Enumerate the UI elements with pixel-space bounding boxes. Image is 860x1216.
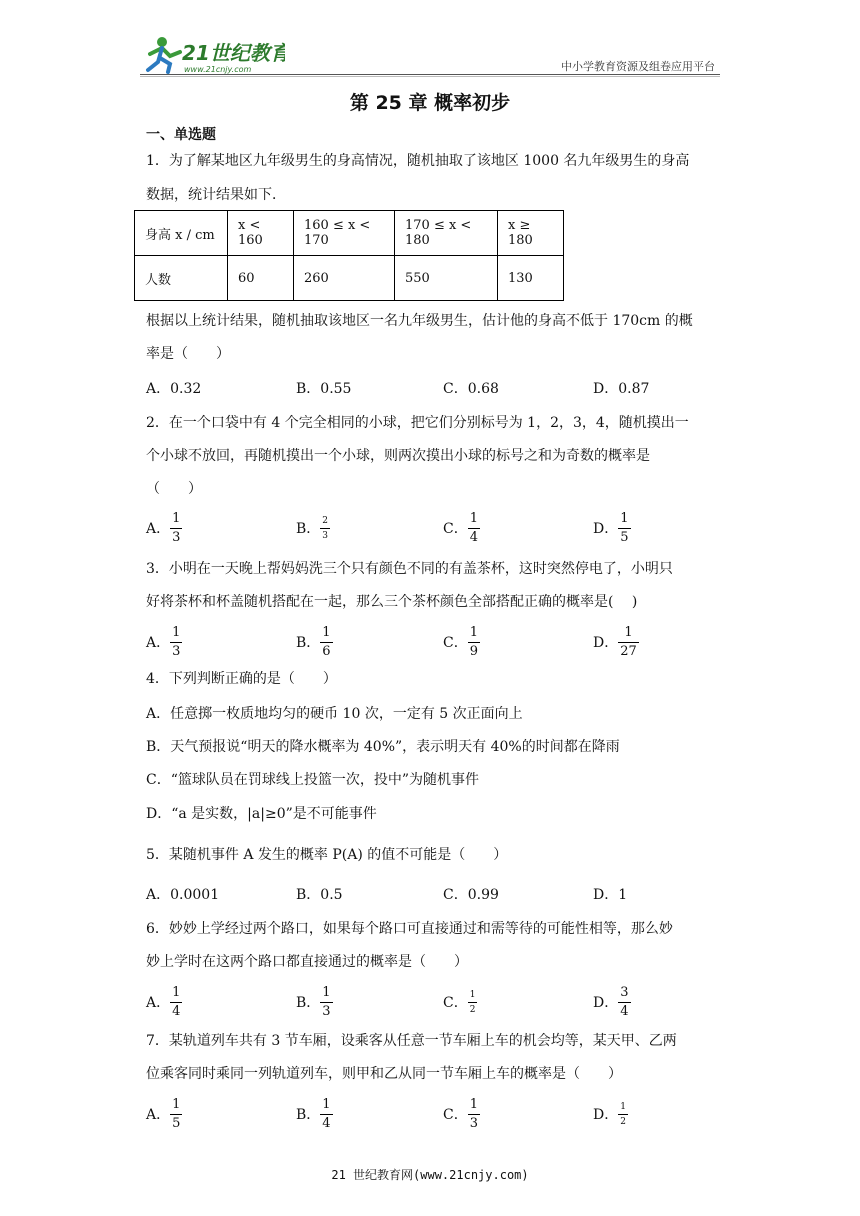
q4-line1: 4．下列判断正确的是（ ） bbox=[146, 671, 337, 687]
option-letter: B． bbox=[296, 1107, 321, 1123]
option-c[interactable] bbox=[443, 508, 480, 548]
header-platform-text: 中小学教育资源及组卷应用平台 bbox=[561, 60, 715, 73]
option-letter: D． bbox=[593, 995, 619, 1011]
table-row bbox=[135, 256, 564, 301]
logo-url: www.21cnjy.com bbox=[184, 65, 252, 74]
fraction-bar bbox=[618, 528, 630, 529]
q6-options bbox=[146, 982, 746, 1022]
option-letter: C． bbox=[443, 995, 468, 1011]
fraction-bar bbox=[468, 1114, 480, 1115]
denominator: 2 bbox=[620, 1116, 626, 1127]
numerator: 1 bbox=[469, 1096, 478, 1112]
q5-line1: 5．某随机事件 A 发生的概率 P(A) 的值不可能是（ ） bbox=[146, 847, 508, 863]
table-cell: 170 ≤ x < 180 bbox=[395, 211, 498, 256]
option-c[interactable]: C．0.99 bbox=[443, 887, 499, 903]
option-letter: A． bbox=[146, 1107, 171, 1123]
fraction-bar bbox=[468, 1002, 478, 1003]
fraction bbox=[170, 626, 182, 659]
denominator: 6 bbox=[322, 643, 331, 659]
option-d[interactable] bbox=[593, 622, 639, 662]
fraction bbox=[618, 626, 639, 659]
numerator: 1 bbox=[620, 1101, 626, 1112]
fraction bbox=[320, 986, 332, 1019]
numerator: 1 bbox=[469, 510, 478, 526]
numerator: 1 bbox=[172, 510, 181, 526]
table-cell: 人数 bbox=[135, 256, 228, 301]
fraction-bar bbox=[468, 528, 480, 529]
q2-line1: 2．在一个口袋中有 4 个完全相同的小球，把它们分别标号为 1，2，3，4，随机摸出一 bbox=[146, 415, 689, 431]
q6-line2: 妙上学时在这两个路口都直接通过的概率是（ ） bbox=[146, 954, 468, 970]
fraction-bar bbox=[170, 1114, 182, 1115]
option-b[interactable] bbox=[296, 508, 330, 548]
fraction-bar bbox=[618, 642, 639, 643]
fraction-bar bbox=[170, 1002, 182, 1003]
page-title: 第 25 章 概率初步 bbox=[349, 92, 511, 114]
option-letter: B． bbox=[296, 635, 321, 651]
q1-line4: 率是（ ） bbox=[146, 346, 230, 362]
q7-line2: 位乘客同时乘同一列轨道列车，则甲和乙从同一节车厢上车的概率是（ ） bbox=[146, 1066, 622, 1082]
table-row bbox=[135, 211, 564, 256]
table-cell: 160 ≤ x < 170 bbox=[294, 211, 395, 256]
q4-option-d[interactable]: D．“a 是实数，|a|≥0”是不可能事件 bbox=[146, 806, 377, 822]
numerator: 3 bbox=[620, 984, 629, 1000]
option-b[interactable] bbox=[296, 982, 333, 1022]
fraction-bar bbox=[320, 1114, 332, 1115]
fraction bbox=[618, 986, 630, 1019]
option-letter: D． bbox=[593, 635, 619, 651]
option-b[interactable]: B．0.5 bbox=[296, 887, 343, 903]
option-a[interactable]: A．0.0001 bbox=[146, 887, 220, 903]
option-c[interactable] bbox=[443, 982, 477, 1022]
denominator: 3 bbox=[469, 1115, 478, 1131]
denominator: 4 bbox=[469, 529, 478, 545]
option-c[interactable]: C．0.68 bbox=[443, 381, 499, 397]
option-letter: A． bbox=[146, 521, 171, 537]
header-divider bbox=[140, 74, 720, 75]
fraction-bar bbox=[170, 642, 182, 643]
fraction bbox=[468, 626, 480, 659]
q7-options bbox=[146, 1094, 746, 1134]
q1-options bbox=[146, 368, 746, 408]
fraction-bar bbox=[618, 1114, 628, 1115]
option-b[interactable]: B．0.55 bbox=[296, 381, 352, 397]
table-cell: 260 bbox=[294, 256, 395, 301]
q4-option-b[interactable]: B．天气预报说“明天的降水概率为 40%”，表示明天有 40%的时间都在降雨 bbox=[146, 739, 620, 755]
numerator: 1 bbox=[172, 1096, 181, 1112]
q4-option-c[interactable]: C．“篮球队员在罚球线上投篮一次，投中”为随机事件 bbox=[146, 772, 480, 788]
denominator: 27 bbox=[620, 643, 637, 659]
table-cell: 身高 x / cm bbox=[135, 211, 228, 256]
fraction-bar bbox=[320, 528, 330, 529]
numerator: 1 bbox=[624, 624, 633, 640]
site-logo bbox=[140, 34, 285, 76]
fraction bbox=[468, 990, 478, 1015]
numerator: 1 bbox=[172, 624, 181, 640]
table-cell: x < 160 bbox=[228, 211, 294, 256]
q6-line1: 6．妙妙上学经过两个路口，如果每个路口可直接通过和需等待的可能性相等，那么妙 bbox=[146, 921, 673, 937]
section-heading: 一、单选题 bbox=[146, 127, 216, 143]
option-a[interactable] bbox=[146, 982, 182, 1022]
fraction bbox=[170, 512, 182, 545]
option-letter: A． bbox=[146, 995, 171, 1011]
option-d[interactable]: D．0.87 bbox=[593, 381, 650, 397]
q1-line3: 根据以上统计结果，随机抽取该地区一名九年级男生，估计他的身高不低于 170cm 的概 bbox=[146, 313, 693, 329]
q3-options bbox=[146, 622, 746, 662]
option-c[interactable] bbox=[443, 622, 480, 662]
fraction-bar bbox=[618, 1002, 630, 1003]
numerator: 1 bbox=[172, 984, 181, 1000]
denominator: 9 bbox=[469, 643, 478, 659]
option-letter: C． bbox=[443, 521, 468, 537]
option-b[interactable] bbox=[296, 622, 333, 662]
fraction-bar bbox=[320, 642, 332, 643]
fraction-bar bbox=[170, 528, 182, 529]
denominator: 4 bbox=[322, 1115, 331, 1131]
numerator: 1 bbox=[322, 1096, 331, 1112]
denominator: 4 bbox=[620, 1003, 629, 1019]
fraction bbox=[320, 516, 330, 541]
denominator: 3 bbox=[322, 1003, 331, 1019]
option-letter: D． bbox=[593, 1107, 619, 1123]
option-letter: C． bbox=[443, 1107, 468, 1123]
numerator: 1 bbox=[322, 624, 331, 640]
option-letter: B． bbox=[296, 995, 321, 1011]
q3-line1: 3．小明在一天晚上帮妈妈洗三个只有颜色不同的有盖茶杯，这时突然停电了，小明只 bbox=[146, 561, 673, 577]
option-b[interactable] bbox=[296, 1094, 333, 1134]
denominator: 3 bbox=[322, 530, 329, 541]
option-a[interactable] bbox=[146, 1094, 182, 1134]
table-cell: 60 bbox=[228, 256, 294, 301]
option-d[interactable] bbox=[593, 982, 631, 1022]
q5-options bbox=[146, 874, 746, 914]
fraction bbox=[170, 986, 182, 1019]
table-cell: x ≥ 180 bbox=[498, 211, 564, 256]
q2-options bbox=[146, 508, 746, 548]
page-footer: 21 世纪教育网(www.21cnjy.com) bbox=[331, 1168, 529, 1182]
q2-line2: 个小球不放回，再随机摸出一个小球，则两次摸出小球的标号之和为奇数的概率是 bbox=[146, 448, 650, 464]
option-a[interactable]: A．0.32 bbox=[146, 381, 202, 397]
numerator: 2 bbox=[322, 515, 329, 526]
height-table bbox=[134, 210, 564, 301]
q7-line1: 7．某轨道列车共有 3 节车厢，设乘客从任意一节车厢上车的机会均等，某天甲、乙两 bbox=[146, 1033, 677, 1049]
denominator: 4 bbox=[172, 1003, 181, 1019]
fraction-bar bbox=[468, 642, 480, 643]
numerator: 1 bbox=[469, 989, 476, 1000]
denominator: 3 bbox=[172, 529, 181, 545]
denominator: 5 bbox=[620, 529, 629, 545]
fraction bbox=[618, 1102, 628, 1127]
runner-logo-icon bbox=[140, 34, 285, 76]
option-d[interactable] bbox=[593, 508, 631, 548]
denominator: 2 bbox=[469, 1004, 476, 1015]
q1-line1: 1．为了解某地区九年级男生的身高情况，随机抽取了该地区 1000 名九年级男生的身高 bbox=[146, 153, 690, 169]
fraction bbox=[170, 1098, 182, 1131]
table-cell: 130 bbox=[498, 256, 564, 301]
q3-line2: 好将茶杯和杯盖随机搭配在一起，那么三个茶杯颜色全部搭配正确的概率是( ) bbox=[146, 594, 638, 610]
numerator: 1 bbox=[620, 510, 629, 526]
option-letter: D． bbox=[593, 521, 619, 537]
q2-line3: （ ） bbox=[146, 481, 202, 497]
option-d[interactable]: D．1 bbox=[593, 887, 628, 903]
option-c[interactable] bbox=[443, 1094, 480, 1134]
option-letter: C． bbox=[443, 635, 468, 651]
fraction bbox=[320, 626, 332, 659]
option-a[interactable] bbox=[146, 622, 182, 662]
fraction bbox=[468, 512, 480, 545]
fraction bbox=[320, 1098, 332, 1131]
q1-line2: 数据，统计结果如下． bbox=[146, 187, 286, 203]
denominator: 5 bbox=[172, 1115, 181, 1131]
q4-option-a[interactable]: A．任意掷一枚质地均匀的硬币 10 次，一定有 5 次正面向上 bbox=[146, 706, 523, 722]
table-cell: 550 bbox=[395, 256, 498, 301]
logo-text: 21世纪教育 bbox=[182, 41, 285, 65]
header-divider-thin bbox=[140, 76, 720, 77]
option-a[interactable] bbox=[146, 508, 182, 548]
option-letter: B． bbox=[296, 521, 321, 537]
option-letter: A． bbox=[146, 635, 171, 651]
fraction bbox=[468, 1098, 480, 1131]
option-d[interactable] bbox=[593, 1094, 628, 1134]
numerator: 1 bbox=[469, 624, 478, 640]
numerator: 1 bbox=[322, 984, 331, 1000]
fraction-bar bbox=[320, 1002, 332, 1003]
denominator: 3 bbox=[172, 643, 181, 659]
fraction bbox=[618, 512, 630, 545]
